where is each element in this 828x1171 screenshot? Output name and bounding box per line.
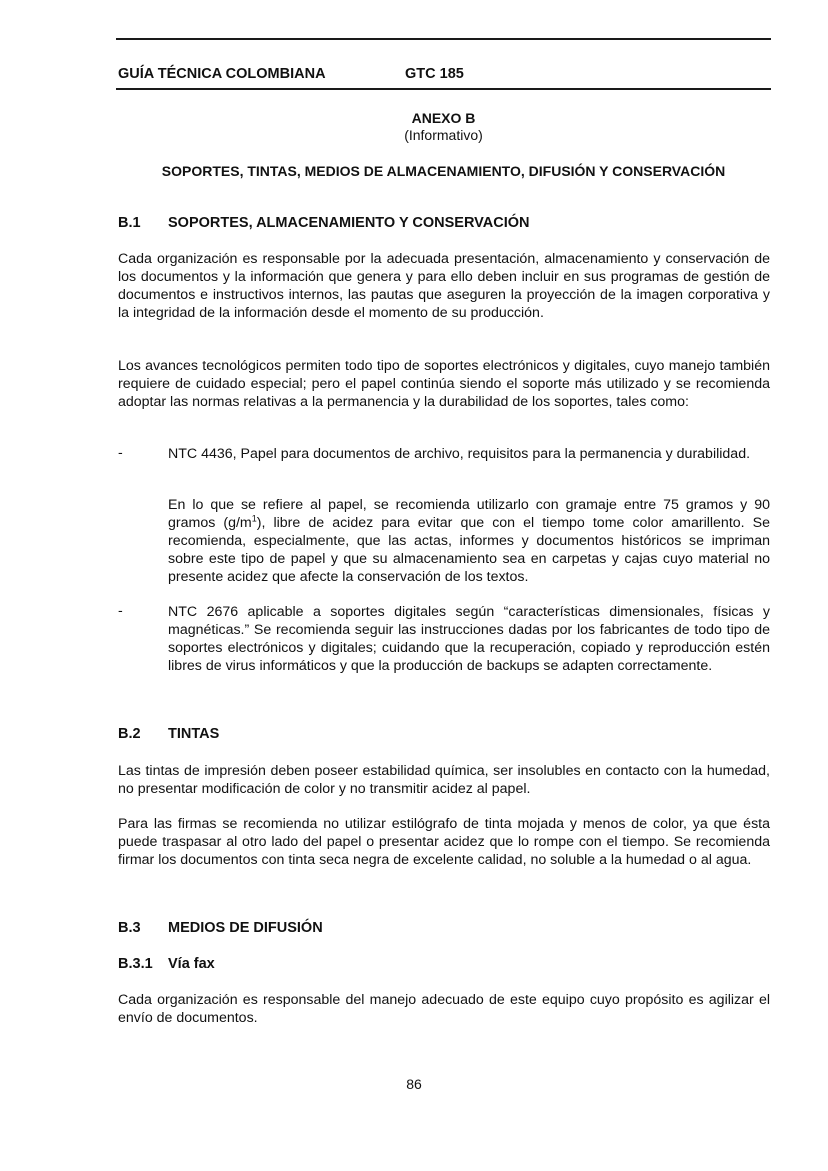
section-title: MEDIOS DE DIFUSIÓN <box>168 920 323 936</box>
annex-heading: SOPORTES, TINTAS, MEDIOS DE ALMACENAMIENTO, DIFUSIÓN Y CONSERVACIÓN <box>161 163 726 179</box>
section-title: SOPORTES, ALMACENAMIENTO Y CONSERVACIÓN <box>168 215 530 231</box>
header-standard-name: GUÍA TÉCNICA COLOMBIANA <box>118 66 326 82</box>
header-top-rule <box>116 38 771 40</box>
section-b1-heading <box>118 215 529 231</box>
paragraph: Los avances tecnológicos permiten todo tipo de soportes electrónicos y digitales, cuyo manejo también requiere de cuidado especial; pero el papel continúa siendo el soporte más utilizado y se recomienda adoptar las normas relativas a la permanencia y la durabilidad de los soportes, tales como: <box>118 358 770 410</box>
subsection-b31-heading <box>118 956 215 972</box>
text-run: ), libre de acidez para evitar que con el tiempo tome color amarillento. Se recomienda, especialmente, que las actas, informes y documentos históricos se impriman sobre este tipo de papel y que su almacenamiento sea en carpetas y cajas cuyo material no presente acidez que afecte la conservación de los textos. <box>168 515 771 585</box>
bullet-item: NTC 2676 aplicable a soportes digitales según “características dimensionales, físicas y magnéticas.” Se recomienda seguir las instrucciones dadas por los fabricantes de todo tipo de soportes electrónicos y digitales; cuidando que la recuperación, copiado y reproducción estén libres de virus informáticos y que la producción de backups se adapten correctamente. <box>168 604 770 674</box>
paragraph: Para las firmas se recomienda no utilizar estilógrafo de tinta mojada y menos de color, ya que ésta puede traspasar al otro lado del papel o presentar acidez que lo rompe con el tiempo. Se recomienda firmar los documentos con tinta seca negra de excelente calidad, no soluble a la humedad o al agua. <box>118 816 770 868</box>
page-number: 86 <box>406 1076 422 1092</box>
paragraph: Cada organización es responsable del manejo adecuado de este equipo cuyo propósito es agilizar el envío de documentos. <box>118 992 770 1026</box>
section-title: TINTAS <box>168 726 220 742</box>
subsection-number: B.3.1 <box>118 956 153 972</box>
text-run: En lo que se refiere al papel, se recomienda utilizarlo con gramaje entre 75 gramos y 90 gramos (g/m <box>168 497 770 531</box>
header-bottom-rule <box>116 88 771 90</box>
bullet-marker: - <box>118 445 123 461</box>
section-b3-heading <box>118 920 323 936</box>
section-number: B.2 <box>118 726 141 742</box>
bullet-detail-paragraph <box>168 496 770 586</box>
annex-title: ANEXO B <box>411 110 476 126</box>
section-number: B.3 <box>118 920 141 936</box>
bullet-item: NTC 4436, Papel para documentos de archivo, requisitos para la permanencia y durabilidad. <box>168 446 751 462</box>
bullet-marker: - <box>118 603 123 619</box>
footnote-marker: 1 <box>251 513 257 524</box>
annex-subtitle: (Informativo) <box>404 127 483 143</box>
section-number: B.1 <box>118 215 141 231</box>
section-b2-heading <box>118 726 219 742</box>
subsection-title: Vía fax <box>168 956 215 972</box>
header-standard-code: GTC 185 <box>405 66 464 82</box>
paragraph: Las tintas de impresión deben poseer estabilidad química, ser insolubles en contacto con la humedad, no presentar modificación de color y no transmitir acidez al papel. <box>118 763 770 797</box>
paragraph: Cada organización es responsable por la adecuada presentación, almacenamiento y conservación de los documentos y la información que genera y para ello deben incluir en sus programas de gestión de documentos e instructivos internos, las pautas que aseguren la proyección de la imagen corporativa y la integridad de la información desde el momento de su producción. <box>118 251 770 321</box>
